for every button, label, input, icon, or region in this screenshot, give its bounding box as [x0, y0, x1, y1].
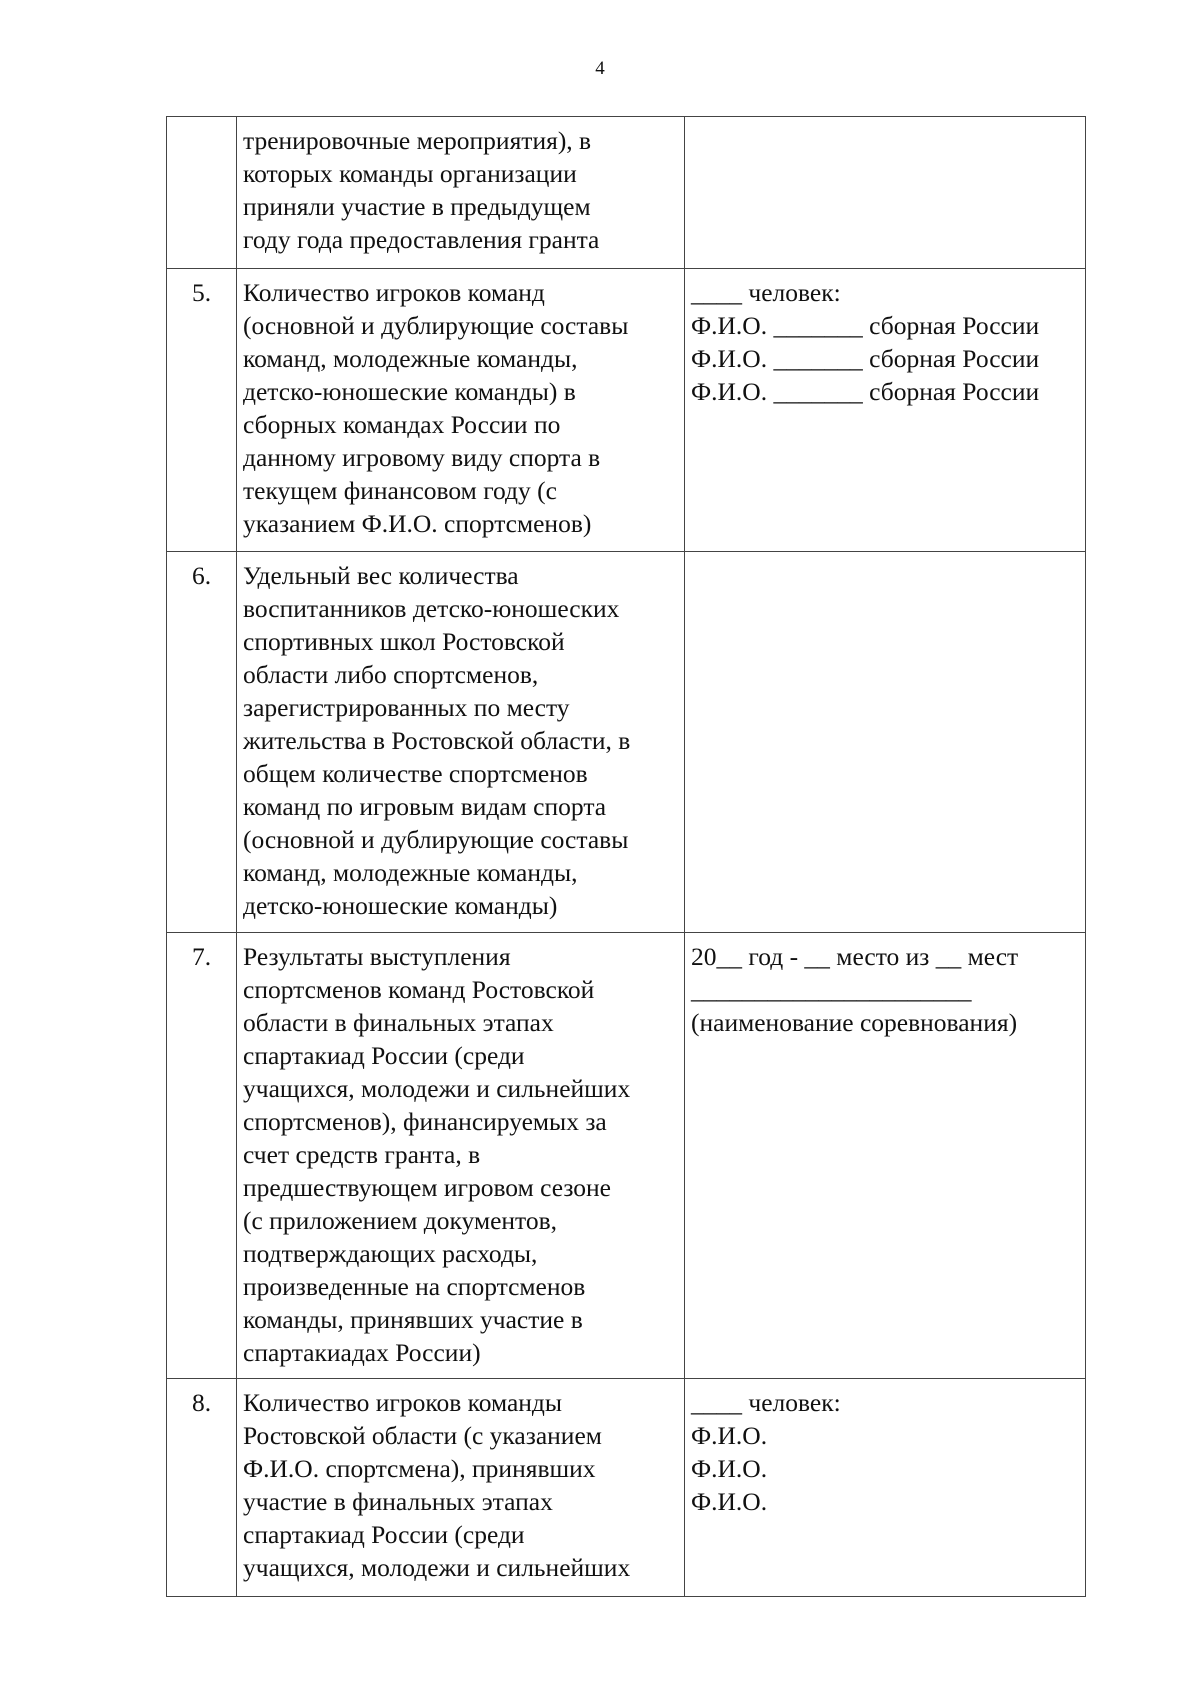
row-value: [685, 552, 1086, 933]
table-row: [167, 1379, 1086, 1597]
row-number: 7.: [167, 933, 237, 1379]
row-description: Результаты выступления спортсменов команд Ростовской области в финальных этапах спартакиад России (среди учащихся, молодежи и сильнейших спортсменов), финансируемых за счет средств гранта, в предшествующем игровом сезоне (с приложением документов, подтверждающих расходы, произведенные на спортсменов команды, принявших участие в спартакиадах России): [237, 933, 685, 1379]
table-row: [167, 552, 1086, 933]
row-number: 6.: [167, 552, 237, 933]
row-description: Удельный вес количества воспитанников детско-юношеских спортивных школ Ростовской области либо спортсменов, зарегистрированных по месту жительства в Ростовской области, в общем количестве спортсменов команд по игровым видам спорта (основной и дублирующие составы команд, молодежные команды, детско-юношеские команды): [237, 552, 685, 933]
criteria-table: [166, 116, 1086, 1597]
table-row: [167, 933, 1086, 1379]
row-value: ____ человек: Ф.И.О. _______ сборная России Ф.И.О. _______ сборная России Ф.И.О. _______ сборная России: [685, 269, 1086, 552]
row-value: ____ человек: Ф.И.О. Ф.И.О. Ф.И.О.: [685, 1379, 1086, 1597]
table-row: [167, 117, 1086, 269]
row-number: [167, 117, 237, 269]
row-description: Количество игроков команды Ростовской области (с указанием Ф.И.О. спортсмена), принявших участие в финальных этапах спартакиад России (среди учащихся, молодежи и сильнейших: [237, 1379, 685, 1597]
row-number: 5.: [167, 269, 237, 552]
table-row: [167, 269, 1086, 552]
row-value: [685, 117, 1086, 269]
row-value: 20__ год - __ место из __ мест ______________________ (наименование соревнования): [685, 933, 1086, 1379]
row-description: Количество игроков команд (основной и дублирующие составы команд, молодежные команды, детско-юношеские команды) в сборных командах России по данному игровому виду спорта в текущем финансовом году (с указанием Ф.И.О. спортсменов): [237, 269, 685, 552]
row-description: тренировочные мероприятия), в которых команды организации приняли участие в предыдущем году года предоставления гранта: [237, 117, 685, 269]
row-number: 8.: [167, 1379, 237, 1597]
page-number: 4: [595, 58, 605, 79]
